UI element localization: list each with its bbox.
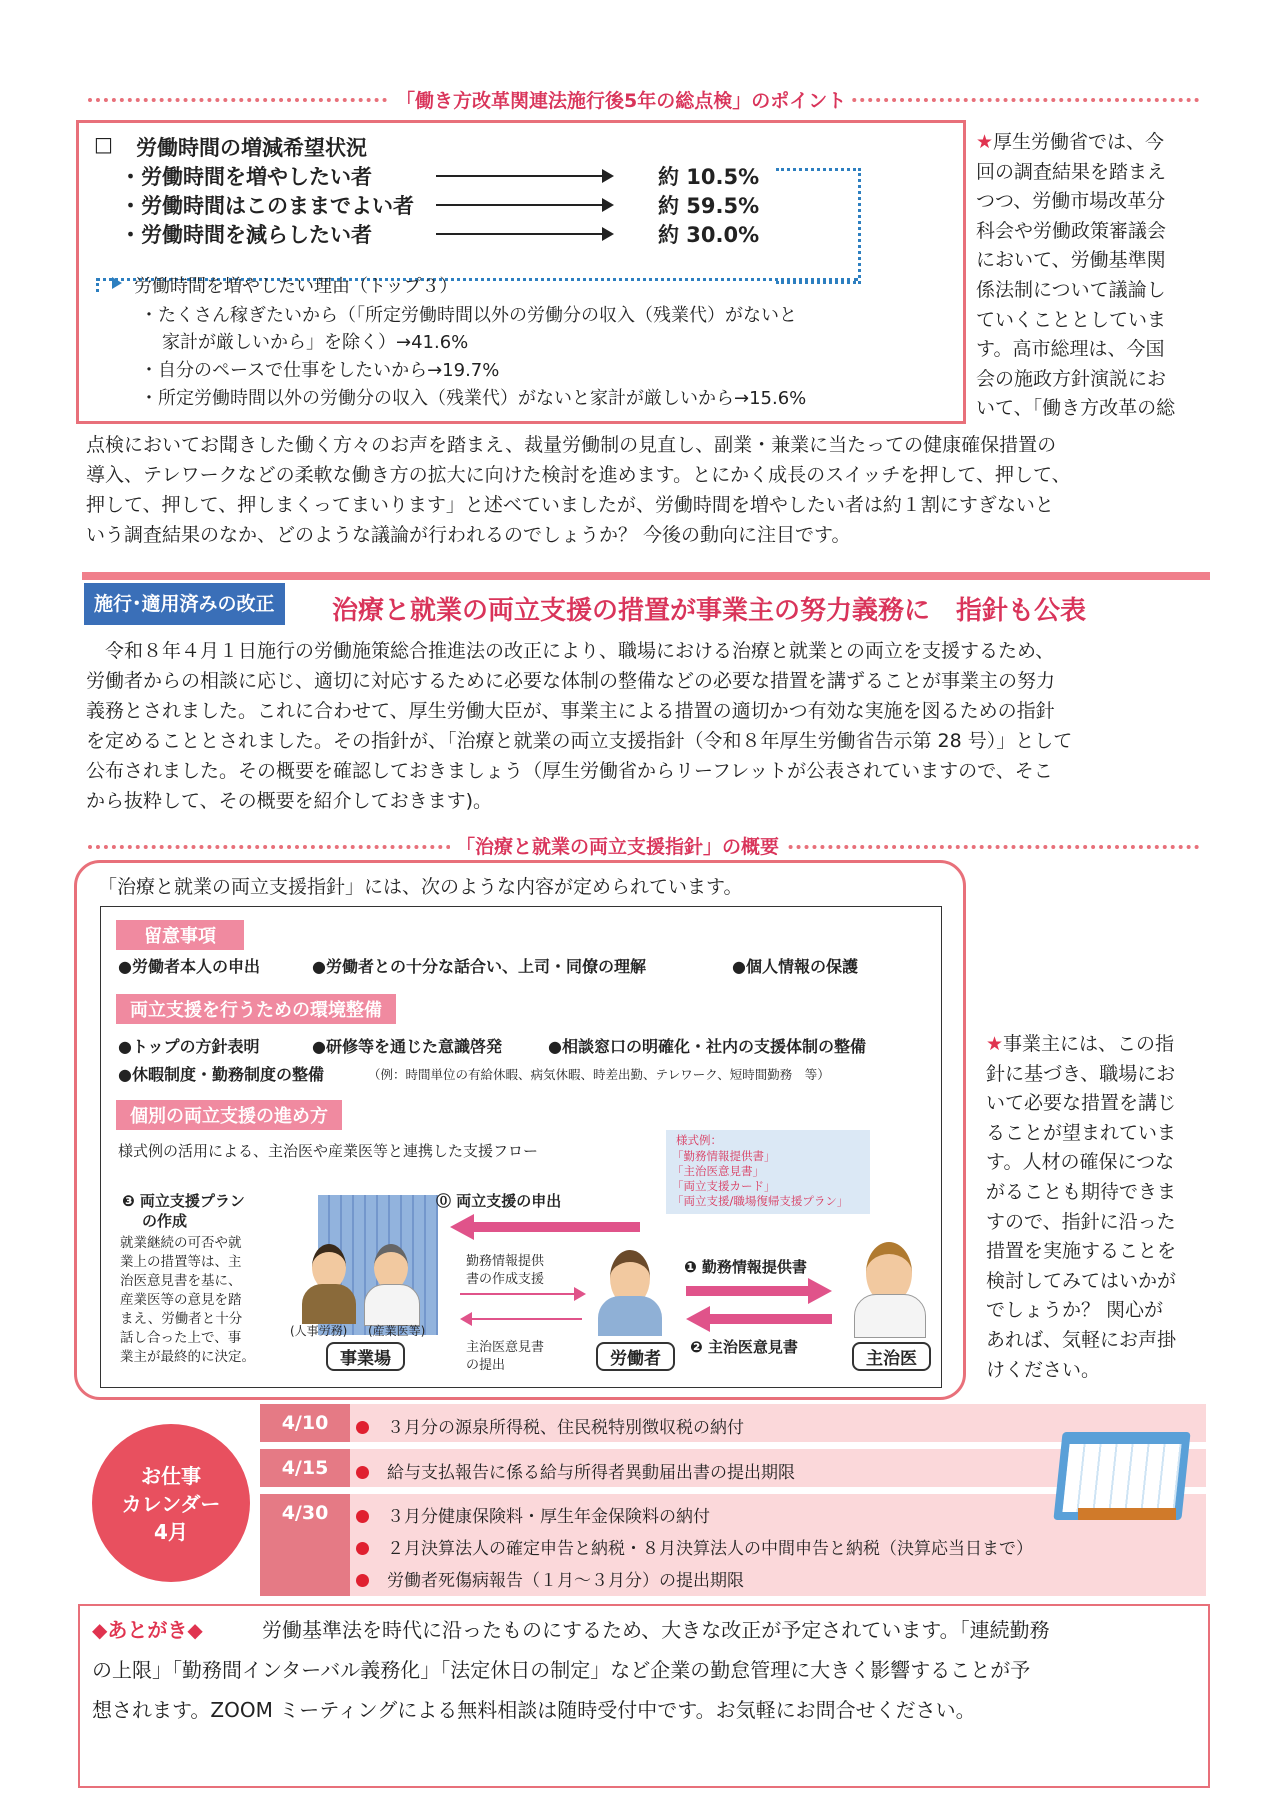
side-note-line bbox=[976, 394, 1216, 424]
survey-row-value: 約 30.0% bbox=[658, 223, 760, 247]
side-note-line bbox=[986, 1119, 1216, 1149]
afterword-text: 労働基準法を時代に沿ったものにするため、大きな改正が予定されています。「連続勤務 bbox=[262, 1618, 1050, 1642]
step-description-text: 話し合った上で、事 bbox=[120, 1330, 242, 1346]
bullet-icon bbox=[356, 1510, 369, 1523]
survey-row-label: ・労働時間を増やしたい者 bbox=[120, 165, 372, 189]
arrow-right-icon bbox=[574, 1287, 586, 1301]
side-note-line bbox=[986, 1178, 1216, 1208]
side-note-text: 針に基づき、職場にお bbox=[986, 1062, 1176, 1085]
body-line bbox=[86, 726, 1216, 756]
list-note: （例：時間単位の有給休暇、病気休暇、時差出勤、テレワーク、短時間勤務 等） bbox=[368, 1067, 830, 1082]
arrow-icon bbox=[436, 233, 612, 235]
support-text: の提出 bbox=[466, 1358, 506, 1373]
body-text: を定めることとされました。その指針が、「治療と就業の両立支援指針（令和８年厚生労働省告示第 28 号）」として bbox=[86, 730, 1073, 752]
body-text: 公布されました。その概要を確認しておきましょう（厚生労働省からリーフレットが公表されていますので、そこ bbox=[86, 760, 1053, 782]
list-item: ●相談窓口の明確化・社内の支援体制の整備 bbox=[548, 1037, 866, 1056]
body-text: 義務とされました。これに合わせて、厚生労働大臣が、事業主による措置の適切かつ有効な実施を図るための指針 bbox=[86, 700, 1055, 722]
body-line bbox=[86, 666, 1216, 696]
body-text bbox=[86, 430, 1216, 550]
bullet-icon bbox=[356, 1574, 369, 1587]
side-note-text: ていくこととしていま bbox=[976, 308, 1167, 331]
body-text: 導入、テレワークなどの柔軟な働き方の拡大に向けた検討を進めます。とにかく成長のスイッチを押して、押して、 bbox=[86, 464, 1071, 486]
support-text: 勤務情報提供 bbox=[466, 1254, 545, 1269]
step-description-line bbox=[120, 1253, 255, 1272]
side-note-text: において、労働基準関 bbox=[976, 249, 1166, 272]
form-item: 「両立支援カード」 bbox=[672, 1179, 776, 1193]
side-note-text: 会の施政方針演説にお bbox=[976, 367, 1167, 390]
headline: 治療と就業の両立支援の措置が事業主の努力義務に 指針も公表 bbox=[332, 596, 1087, 626]
calendar-item-text: ２月決算法人の確定申告と納税・８月決算法人の中間申告と納税（決算応当日まで） bbox=[387, 1539, 1033, 1559]
badge-text: 4月 bbox=[154, 1520, 188, 1544]
side-note-text: 厚生労働省では、今 bbox=[993, 131, 1165, 153]
reasons-title: 労働時間を増やしたい理由（トップ３） bbox=[134, 276, 458, 297]
survey-heading: 労働時間の増減希望状況 bbox=[136, 136, 367, 160]
side-note-text: がることも期待できま bbox=[986, 1180, 1177, 1203]
guideline-intro: 「治療と就業の両立支援指針」には、次のような内容が定められています。 bbox=[98, 876, 743, 898]
survey-row-value: 約 59.5% bbox=[658, 194, 760, 218]
step-description-text: 業主が最終的に決定。 bbox=[120, 1349, 255, 1365]
form-item: 「主治医意見書」 bbox=[672, 1164, 764, 1178]
side-note-line bbox=[986, 1356, 1216, 1386]
side-note-text: す。高市総理は、今国 bbox=[976, 338, 1165, 361]
calendar-date: 4/15 bbox=[260, 1449, 350, 1487]
physician-icon bbox=[848, 1236, 930, 1336]
step-label: ❷ 主治医意見書 bbox=[690, 1338, 798, 1356]
body-line bbox=[86, 636, 1216, 666]
body-text: 押して、押して、押しまくってまいります」と述べていましたが、労働時間を増やしたい者は約１割にすぎないと bbox=[86, 494, 1054, 516]
side-note-line bbox=[976, 365, 1216, 395]
step-label: ❶ 勤務情報提供書 bbox=[684, 1258, 807, 1276]
body-line bbox=[86, 490, 1216, 520]
side-note-line bbox=[976, 306, 1216, 336]
connector-line bbox=[96, 278, 99, 292]
body-line bbox=[86, 756, 1216, 786]
side-note-line bbox=[976, 217, 1216, 247]
calendar-item-text: 給与支払報告に係る給与所得者異動届出書の提出期限 bbox=[387, 1463, 795, 1483]
calendar-item-text: ３月分の源泉所得税、住民税特別徴収税の納付 bbox=[387, 1418, 744, 1438]
place-label: 労働者 bbox=[596, 1342, 675, 1371]
body-line bbox=[86, 696, 1216, 726]
arrow-left-icon bbox=[708, 1314, 832, 1324]
side-note-text: 科会や労働政策審議会 bbox=[976, 219, 1167, 242]
calendar-item-text: 労働者死傷病報告（１月～３月分）の提出期限 bbox=[387, 1571, 744, 1591]
step-description-text: 治医意見書を基に、 bbox=[120, 1273, 242, 1289]
forms-title: 様式例： bbox=[676, 1133, 722, 1147]
side-note bbox=[976, 128, 1216, 424]
side-note-line bbox=[976, 187, 1216, 217]
arrow-icon bbox=[436, 204, 612, 206]
body-text: 点検においてお聞きした働く方々のお声を踏まえ、裁量労働制の見直し、副業・兼業に当たっての健康確保措置の bbox=[86, 434, 1057, 456]
side-note-line bbox=[986, 1030, 1216, 1060]
side-note-line bbox=[976, 128, 1216, 158]
side-note-text: 措置を実施することを bbox=[986, 1240, 1177, 1263]
arrow-left-icon bbox=[472, 1318, 582, 1320]
body-line bbox=[86, 786, 1216, 816]
side-note-text: つつ、労働市場改革分 bbox=[976, 190, 1166, 213]
list-item: ●休暇制度・勤務制度の整備 bbox=[118, 1065, 324, 1084]
arrow-left-icon bbox=[460, 1312, 472, 1326]
step-description-line bbox=[120, 1348, 255, 1367]
side-note-line bbox=[976, 246, 1216, 276]
step-description-line bbox=[120, 1234, 255, 1253]
arrow-left-icon bbox=[686, 1306, 710, 1332]
side-note-text: すので、指針に沿った bbox=[986, 1210, 1176, 1233]
subhead: 留意事項 bbox=[116, 920, 244, 950]
support-text: 主治医意見書 bbox=[466, 1340, 545, 1355]
step-description-text: まえ、労働者と十分 bbox=[120, 1311, 243, 1327]
tag-badge: 施行･適用済みの改正 bbox=[84, 583, 285, 625]
bullet-icon bbox=[356, 1466, 369, 1479]
arrow-left-icon bbox=[470, 1222, 640, 1232]
subhead: 両立支援を行うための環境整備 bbox=[116, 994, 396, 1024]
list-item: ●研修等を通じた意識啓発 bbox=[312, 1037, 502, 1056]
body-line bbox=[86, 460, 1216, 490]
side-note-text: す。人材の確保につな bbox=[986, 1151, 1175, 1174]
reason-item: ・自分のペースで仕事をしたいから→19.7% bbox=[140, 360, 500, 381]
side-note-line bbox=[986, 1296, 1216, 1326]
support-text: 書の作成支援 bbox=[466, 1272, 545, 1287]
survey-row-label: ・労働時間はこのままでよい者 bbox=[120, 194, 414, 218]
survey-row-label: ・労働時間を減らしたい者 bbox=[120, 223, 372, 247]
body-text bbox=[86, 636, 1216, 816]
side-note-text: 係法制について議論し bbox=[976, 278, 1166, 301]
place-label: 主治医 bbox=[852, 1342, 931, 1371]
side-note-line bbox=[976, 276, 1216, 306]
side-note-line bbox=[986, 1089, 1216, 1119]
side-note-line bbox=[986, 1326, 1216, 1356]
hr-staff-icon bbox=[298, 1238, 358, 1324]
list-item: ●労働者との十分な話合い、上司・同僚の理解 bbox=[312, 957, 646, 976]
side-note-line bbox=[986, 1208, 1216, 1238]
desk-calendar-icon bbox=[1058, 1420, 1186, 1520]
calendar-date: 4/30 bbox=[260, 1494, 350, 1596]
place-label: 事業場 bbox=[326, 1342, 405, 1371]
doctor-icon bbox=[360, 1238, 420, 1324]
flow-description: 様式例の活用による、主治医や産業医等と連携した支援フロー bbox=[118, 1142, 539, 1160]
calendar-item bbox=[356, 1502, 710, 1527]
step-title: ❸ 両立支援プラン bbox=[122, 1192, 245, 1210]
side-note bbox=[986, 1030, 1216, 1385]
side-note-line bbox=[976, 335, 1216, 365]
connector-line bbox=[776, 168, 861, 284]
side-note-text: いて必要な措置を講じ bbox=[986, 1092, 1177, 1115]
star-icon: ★ bbox=[986, 1033, 1004, 1055]
calendar-item-text: ３月分健康保険料・厚生年金保険料の納付 bbox=[387, 1507, 710, 1527]
side-note-text: 回の調査結果を踏まえ bbox=[976, 160, 1167, 183]
step-description-text: 業上の措置等は、主 bbox=[120, 1254, 242, 1270]
side-note-line bbox=[986, 1237, 1216, 1267]
body-line bbox=[86, 430, 1216, 460]
calendar-item bbox=[356, 1534, 1033, 1559]
role-label: (人事労務) bbox=[290, 1324, 348, 1338]
step-title: の作成 bbox=[142, 1212, 188, 1230]
reason-item: ・所定労働時間以外の労働分の収入（残業代）がないと家計が厳しいから→15.6% bbox=[140, 388, 807, 409]
badge-text: お仕事 bbox=[141, 1464, 201, 1488]
arrow-left-icon bbox=[450, 1214, 474, 1240]
form-item: 「勤務情報提供書」 bbox=[672, 1149, 776, 1163]
side-note-text: でしょうか？ 関心が bbox=[986, 1299, 1164, 1322]
form-item: 「両立支援/職場復帰支援プラン」 bbox=[672, 1194, 849, 1208]
section-title: 「治療と就業の両立支援指針」の概要 bbox=[450, 832, 785, 859]
side-note-text: 検討してみてはいかが bbox=[986, 1269, 1177, 1292]
body-text: 令和８年４月１日施行の労働施策総合推進法の改正により、職場における治療と就業との両立を支援するため、 bbox=[86, 640, 1055, 662]
side-note-line bbox=[986, 1060, 1216, 1090]
bullet-icon bbox=[356, 1421, 369, 1434]
badge-text: カレンダー bbox=[121, 1492, 221, 1516]
calendar-date: 4/10 bbox=[260, 1404, 350, 1442]
body-line bbox=[86, 520, 1216, 550]
bullet-icon bbox=[356, 1542, 369, 1555]
reason-item: 家計が厳しいから」を除く）→41.6% bbox=[162, 332, 469, 353]
checkbox-glyph: □ bbox=[94, 132, 113, 156]
side-note-text: 事業主には、この指 bbox=[1003, 1033, 1175, 1055]
headline-rule bbox=[82, 572, 1210, 580]
worker-icon bbox=[592, 1246, 668, 1336]
role-label: (産業医等) bbox=[368, 1324, 426, 1338]
side-note-line bbox=[976, 158, 1216, 188]
body-text: から抜粋して、その概要を紹介しておきます)。 bbox=[86, 790, 493, 812]
arrow-icon bbox=[436, 175, 612, 177]
step-label: ⓪ 両立支援の申出 bbox=[436, 1192, 562, 1210]
calendar-item bbox=[356, 1413, 744, 1438]
step-description-line bbox=[120, 1291, 255, 1310]
survey-row-value: 約 10.5% bbox=[658, 165, 760, 189]
calendar-item bbox=[356, 1566, 744, 1591]
subhead: 個別の両立支援の進め方 bbox=[116, 1100, 342, 1130]
reason-item: ・たくさん稼ぎたいから（「所定労働時間以外の労働分の収入（残業代）がないと bbox=[140, 305, 797, 326]
side-note-text: ることが望まれていま bbox=[986, 1121, 1177, 1144]
body-text: 労働者からの相談に応じ、適切に対応するために必要な体制の整備などの必要な措置を講ずることが事業主の努力 bbox=[86, 670, 1056, 692]
side-note-text: いて、「働き方改革の総 bbox=[976, 397, 1176, 420]
side-note-text: あれば、気軽にお声掛 bbox=[986, 1328, 1177, 1351]
afterword-text: 想されます。ZOOM ミーティングによる無料相談は随時受付中です。お気軽にお問合せください。 bbox=[92, 1698, 976, 1722]
list-item: ●個人情報の保護 bbox=[732, 957, 858, 976]
step-description-text: 就業継続の可否や就 bbox=[120, 1235, 242, 1251]
list-item: ●トップの方針表明 bbox=[118, 1037, 260, 1056]
arrow-icon bbox=[112, 277, 122, 289]
section-title: 「働き方改革関連法施行後5年の総点検」のポイント bbox=[390, 86, 852, 113]
side-note-text: けください。 bbox=[986, 1358, 1101, 1381]
afterword-label: ◆あとがき◆ bbox=[92, 1618, 203, 1642]
arrow-right-icon bbox=[808, 1278, 832, 1304]
step-description-text: 産業医等の意見を踏 bbox=[120, 1292, 242, 1308]
step-description-line bbox=[120, 1310, 255, 1329]
arrow-right-icon bbox=[460, 1293, 576, 1295]
afterword-text: の上限」「勤務間インターバル義務化」「法定休日の制定」など企業の勤怠管理に大きく影響することが予 bbox=[92, 1658, 1031, 1682]
step-description-line bbox=[120, 1272, 255, 1291]
step-description bbox=[120, 1234, 255, 1367]
step-description-line bbox=[120, 1329, 255, 1348]
arrow-right-icon bbox=[686, 1286, 810, 1296]
side-note-line bbox=[986, 1148, 1216, 1178]
body-text: いう調査結果のなか、どのような議論が行われるのでしょうか？ 今後の動向に注目です。 bbox=[86, 524, 851, 546]
calendar-item bbox=[356, 1458, 795, 1483]
star-icon: ★ bbox=[976, 131, 994, 153]
list-item: ●労働者本人の申出 bbox=[118, 957, 260, 976]
side-note-line bbox=[986, 1267, 1216, 1297]
